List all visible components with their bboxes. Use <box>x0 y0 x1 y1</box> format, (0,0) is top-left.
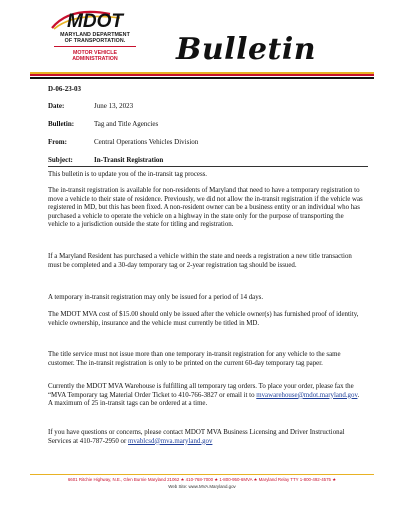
bulletin-value: Tag and Title Agencies <box>94 120 159 128</box>
footer-address: 6601 Ritchie Highway, N.E., Glen Burnie Maryland 21062 ★ 410-768-7000 ★ 1-800-950-6MVA ★ Maryland Relay TTY 1-800-492-4575 ★ <box>67 477 337 482</box>
body-paragraph-limit: The title service must not issue more than one temporary in-transit registration for any vehicle to the same customer. The in-transit registration is only to be printed on the current 60-day temporary tag paper. <box>48 351 341 367</box>
logo-divider <box>54 46 136 47</box>
body-paragraph-availability: The in-transit registration is available for non-residents of Maryland that need to have a temporary registration to move a vehicle to their state of residence. Previously, we did not allow the in-transit registration if the vehicle was registered in MD, but this has been fixed. A non-resident owner can be a business entity or an individual who has purchased a vehicle to operate the vehicle on a highway in the state only for the purpose of transporting the vehicle to a jurisdiction outside the state for titling and registration. <box>48 187 363 229</box>
from-label: From: <box>48 138 67 146</box>
footer-divider <box>30 474 374 475</box>
footer-website: Web Site: www.MVA.Maryland.gov <box>168 484 236 489</box>
subject-value: In-Transit Registration <box>94 156 164 164</box>
ordering-text-start: Currently the MDOT MVA Warehouse is fulfilling all temporary tag orders. To place your order, please fax the “MVA Temporary tag Material Order Ticket to 410-766-3827 or email it to <box>48 383 354 399</box>
page-title: Bulletin <box>176 32 317 67</box>
body-paragraph-cost: The MDOT MVA cost of $15.00 should only be issued after the vehicle owner(s) has furnished proof of identity, vehicle ownership, insurance and the vehicle must currently be titled in MD. <box>48 311 359 327</box>
warehouse-email-link[interactable]: mvawarehouse@mdot.maryland.gov <box>256 391 358 399</box>
mdot-logo-mark <box>50 8 140 30</box>
body-paragraph-contact <box>48 429 364 446</box>
body-paragraph-intro: This bulletin is to update you of the in-transit tag process. <box>48 171 208 178</box>
header-stripe-black <box>30 77 374 79</box>
date-label: Date: <box>48 102 65 110</box>
logo-wordmark: MDOT <box>67 11 123 30</box>
subject-divider <box>48 166 368 167</box>
date-value: June 13, 2023 <box>94 102 134 110</box>
ordering-text-end: . A maximum of 25 in-transit tags can be ordered at a time. <box>48 391 360 408</box>
subject-label: Subject: <box>48 156 73 164</box>
mdot-mva-logo <box>50 8 140 74</box>
body-paragraph-period: A temporary in-transit registration may only be issued for a period of 14 days. <box>48 294 264 301</box>
contact-text: If you have questions or concerns, please contact MDOT MVA Business Licensing and Driver Instructional Services at 410-787-2950 or <box>48 429 345 445</box>
logo-mva-line2: ADMINISTRATION <box>72 56 118 62</box>
logo-department-line1: MARYLAND DEPARTMENT <box>60 32 130 38</box>
header-stripe-red <box>30 74 374 76</box>
bulletin-id: D-06-23-03 <box>48 85 82 93</box>
logo-department-line2: OF TRANSPORTATION. <box>64 38 126 44</box>
logo-mva-line1: MOTOR VEHICLE <box>72 50 118 56</box>
from-value: Central Operations Vehicles Division <box>94 138 199 146</box>
body-paragraph-md-resident: If a Maryland Resident has purchased a vehicle within the state and needs a registration a new title transaction must be completed and a 30-day temporary tag or 2-year registration tag should be issued. <box>48 253 352 269</box>
blcsd-email-link[interactable]: mvablcsd@mva.maryland.gov <box>128 437 213 445</box>
bulletin-label: Bulletin: <box>48 120 75 128</box>
body-paragraph-ordering <box>48 383 364 409</box>
